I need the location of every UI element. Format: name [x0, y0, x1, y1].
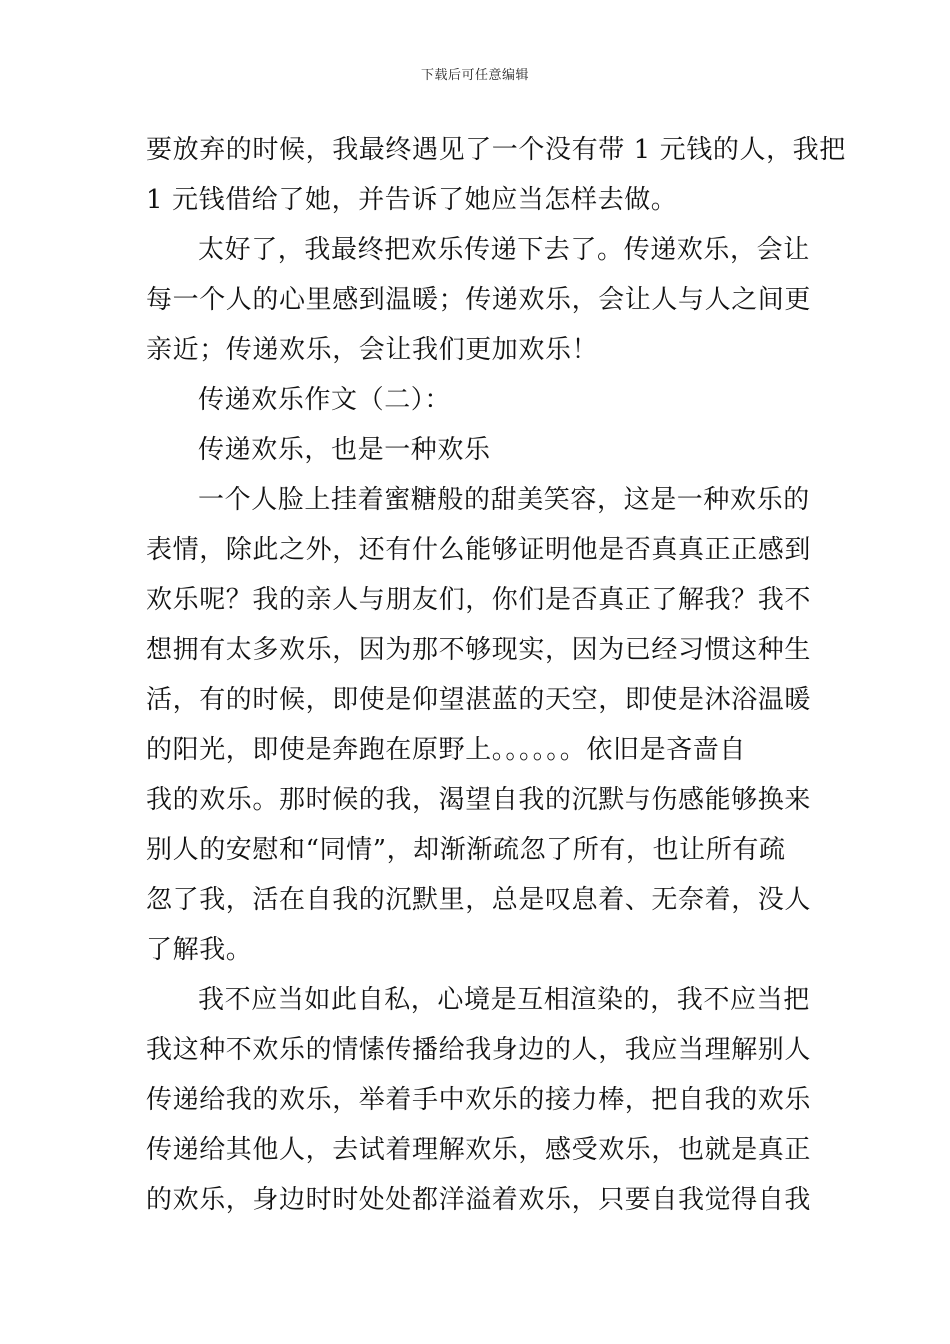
page-header: 下载后可任意编辑	[420, 68, 529, 83]
text-line: 我这种不欢乐的情愫传播给我身边的人，我应当理解别人	[146, 1035, 812, 1065]
text-line: 的阳光，即使是奔跑在原野上。。。。。。依旧是吝啬自	[146, 735, 747, 765]
text-line: 欢乐呢？我的亲人与朋友们，你们是否真正了解我？我不	[146, 585, 812, 615]
essay-title: 传递欢乐，也是一种欢乐	[198, 435, 491, 465]
text-line: 想拥有太多欢乐，因为那不够现实，因为已经习惯这种生	[146, 635, 812, 665]
text-line: 要放弃的时候，我最终遇见了一个没有带 1 元钱的人，我把	[146, 135, 846, 165]
text-line: 传递给其他人，去试着理解欢乐，感受欢乐，也就是真正	[146, 1135, 812, 1165]
text-line: 表情，除此之外，还有什么能够证明他是否真真正正感到	[146, 535, 812, 565]
text-line: 太好了，我最终把欢乐传递下去了。传递欢乐，会让	[198, 235, 810, 265]
text-line: 我的欢乐。那时候的我，渴望自我的沉默与伤感能够换来	[146, 785, 812, 815]
text-line: 每一个人的心里感到温暖；传递欢乐，会让人与人之间更	[146, 285, 812, 315]
text-line: 1 元钱借给了她，并告诉了她应当怎样去做。	[146, 185, 678, 215]
text-line: 的欢乐，身边时时处处都洋溢着欢乐，只要自我觉得自我	[146, 1185, 812, 1215]
text-line: 传递给我的欢乐，举着手中欢乐的接力棒，把自我的欢乐	[146, 1085, 812, 1115]
text-line: 别人的安慰和“同情”，却渐渐疏忽了所有，也让所有疏	[146, 835, 786, 865]
text-line: 亲近；传递欢乐，会让我们更加欢乐！	[146, 335, 599, 365]
text-line: 活，有的时候，即使是仰望湛蓝的天空，即使是沐浴温暖	[146, 685, 812, 715]
text-line: 了解我。	[146, 935, 253, 965]
section-title: 传递欢乐作文（二）：	[198, 385, 452, 415]
text-line: 我不应当如此自私，心境是互相渲染的，我不应当把	[198, 985, 810, 1015]
text-line: 一个人脸上挂着蜜糖般的甜美笑容，这是一种欢乐的	[198, 485, 810, 515]
text-line: 忽了我，活在自我的沉默里，总是叹息着、无奈着，没人	[146, 885, 812, 915]
